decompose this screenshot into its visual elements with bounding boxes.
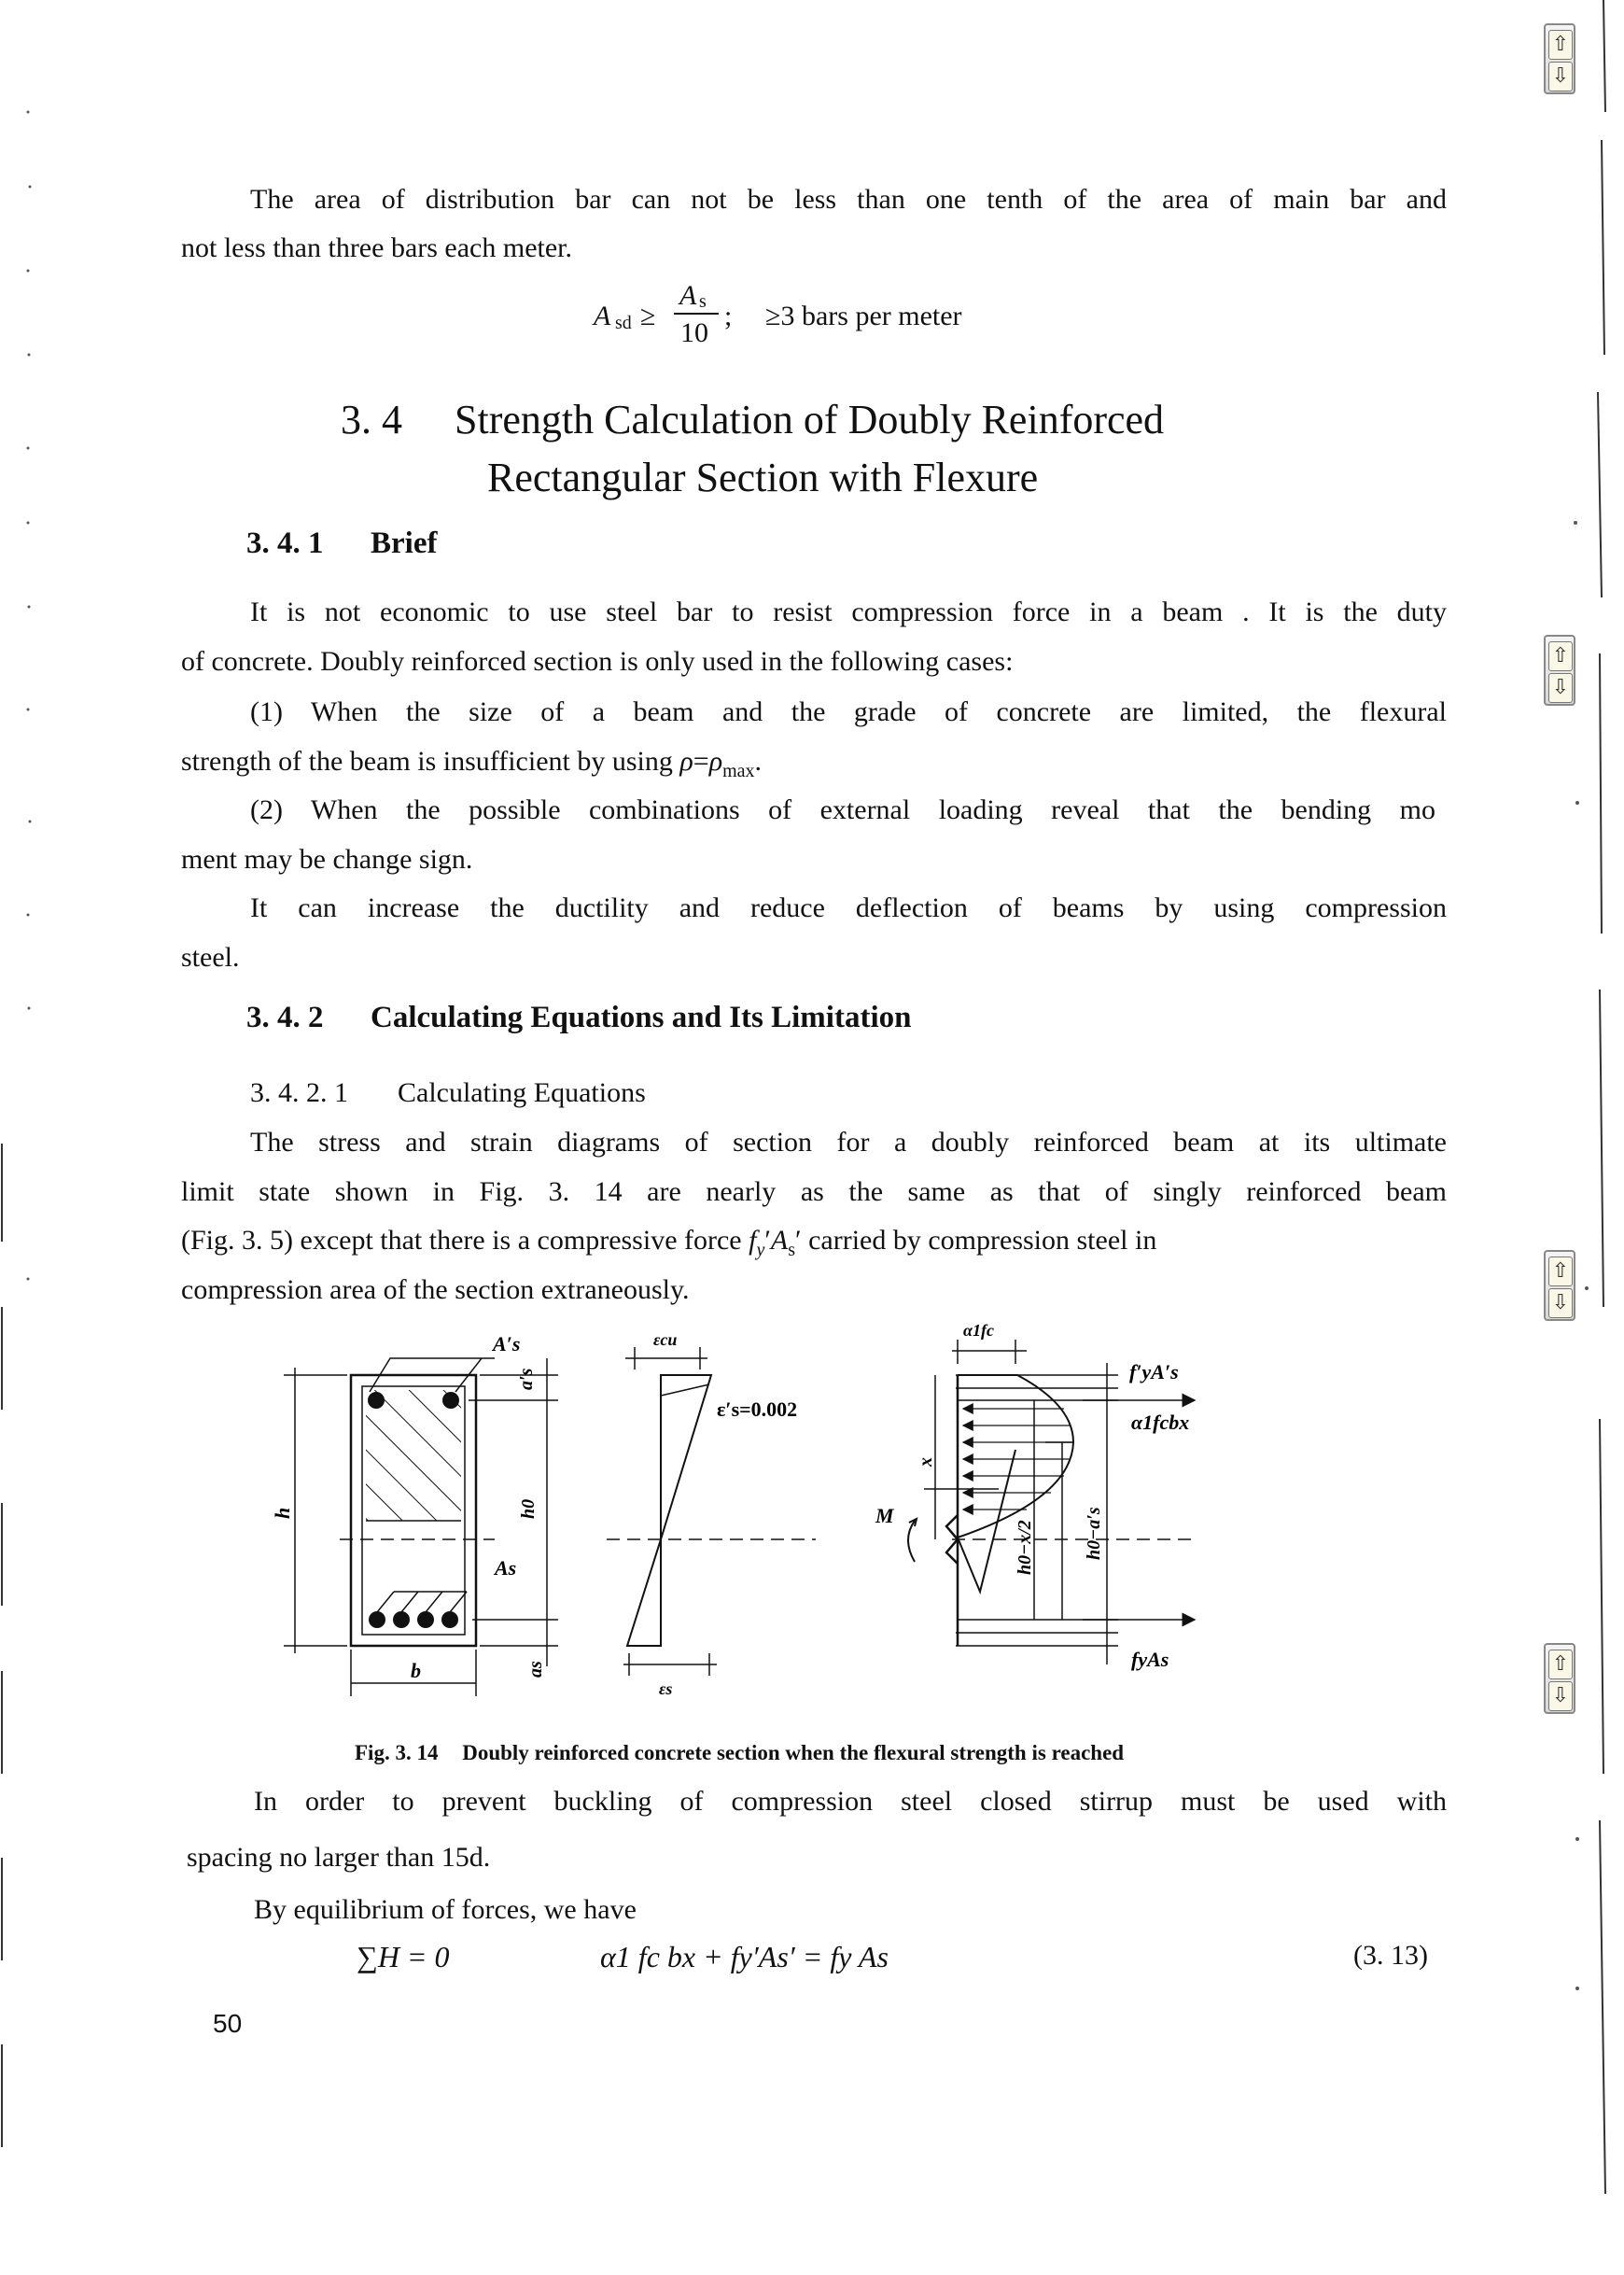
- formula-rhs: ≥3 bars per meter: [765, 301, 962, 331]
- figure-caption-text: Doubly reinforced concrete section when the flexural strength is reached: [462, 1741, 1125, 1764]
- scroll-down-icon[interactable]: ⇩: [1548, 1681, 1573, 1711]
- tension-bar: [417, 1611, 434, 1628]
- label-moment: M: [875, 1504, 894, 1527]
- label-fy-as-prime: f′yA′s: [1129, 1360, 1179, 1383]
- scroll-up-icon[interactable]: ⇧: [1548, 1257, 1573, 1286]
- rho-symbol: ρ: [679, 746, 693, 777]
- cross-section: [340, 1375, 495, 1646]
- para-distribution-line1: The area of distribution bar can not be less than one tenth of the area of main bar and: [250, 184, 1447, 215]
- fy-f: f: [749, 1225, 757, 1256]
- label-as-prime-area: A′s: [493, 1332, 521, 1355]
- subsection-number-341: 3. 4. 1: [246, 527, 324, 560]
- buckling-line2: spacing no larger than 15d.: [187, 1842, 491, 1873]
- label-eps-prime: ε′s=0.002: [717, 1397, 798, 1421]
- tension-bars: [369, 1611, 458, 1628]
- fy-prime: ′: [764, 1225, 771, 1256]
- tension-bar: [393, 1611, 410, 1628]
- formula-op: ≥: [640, 301, 656, 331]
- scroll-down-icon[interactable]: ⇩: [1548, 673, 1573, 703]
- label-fy-as: fyAs: [1131, 1648, 1169, 1671]
- section-title-line1: Strength Calculation of Doubly Reinforced: [455, 397, 1165, 442]
- brief-case2-line1: (2) When the possible combinations of external loading reveal that the bending mo: [250, 794, 1435, 825]
- strain-diagram: [607, 1347, 816, 1676]
- label-h: h: [271, 1507, 294, 1519]
- section-break: [908, 1515, 958, 1564]
- label-h0-as-prime: h0−a′s: [1084, 1507, 1104, 1560]
- brief-case1-text: strength of the beam is insufficient by using: [181, 746, 680, 777]
- equation-3-13-rhs: α1 fc bx + fy′As′ = fy As: [600, 1940, 889, 1973]
- formula-den: 10: [680, 317, 708, 348]
- label-x: x: [916, 1457, 936, 1467]
- equilibrium-line: By equilibrium of forces, we have: [254, 1894, 637, 1925]
- compression-zone-hatch: [366, 1390, 461, 1521]
- formula-num: A: [679, 280, 697, 311]
- brief-ductility-line1: It can increase the ductility and reduce deflection of beams by using compression: [250, 892, 1447, 923]
- scroll-up-icon[interactable]: ⇧: [1548, 1650, 1573, 1679]
- stress-diagram: [924, 1340, 1195, 1664]
- compression-bar: [368, 1392, 385, 1409]
- calc-line1: The stress and strain diagrams of section for a doubly reinforced beam at its ultimate: [250, 1127, 1447, 1158]
- brief-ductility-line2: steel.: [181, 942, 240, 973]
- calc-line4: compression area of the section extraneously.: [181, 1274, 690, 1305]
- subsection-number-342: 3. 4. 2: [246, 1001, 324, 1034]
- formula-num-sub: s: [699, 291, 707, 312]
- equals-sign: =: [693, 746, 709, 777]
- formula-sep: ;: [724, 301, 733, 331]
- figure-3-14: [261, 1312, 1381, 1713]
- label-as-area: As: [495, 1556, 517, 1580]
- formula-lhs: A: [594, 301, 611, 331]
- subsection-title-calc: Calculating Equations and Its Limitation: [371, 1001, 912, 1034]
- rho-max-sub: max: [722, 761, 755, 781]
- para-distribution-line2: not less than three bars each meter.: [181, 232, 573, 263]
- label-alpha-fcbx: α1fcbx: [1131, 1411, 1190, 1434]
- brief-line1: It is not economic to use steel bar to resist compression force in a beam . It is the duty: [250, 597, 1447, 627]
- label-ecu: εcu: [653, 1330, 678, 1349]
- label-b: b: [411, 1659, 421, 1682]
- figure-caption-prefix: Fig. 3. 14: [355, 1741, 439, 1764]
- label-h0-x2: h0−x/2: [1015, 1520, 1035, 1575]
- sum-h-equation: ∑H = 0: [357, 1940, 450, 1973]
- rho-max-symbol: ρ: [708, 746, 723, 777]
- label-alpha-fc: α1fc: [963, 1321, 994, 1340]
- subsubsection-number-3421: 3. 4. 2. 1: [250, 1077, 348, 1108]
- formula-lhs-sub: sd: [615, 313, 632, 333]
- buckling-line1: In order to prevent buckling of compression steel closed stirrup must be used with: [254, 1786, 1447, 1817]
- equation-number: (3. 13): [1353, 1940, 1428, 1971]
- label-es: εs: [659, 1679, 673, 1698]
- stress-block-arrows: [963, 1409, 1071, 1510]
- brief-case1-line1: (1) When the size of a beam and the grade of concrete are limited, the flexural: [250, 696, 1447, 727]
- subsubsection-title-equations: Calculating Equations: [398, 1077, 646, 1108]
- equation-3-13-lhs: [357, 1940, 450, 1974]
- scroll-up-icon[interactable]: ⇧: [1548, 30, 1573, 60]
- tension-bar: [369, 1611, 385, 1628]
- page-number: 50: [213, 2009, 243, 2038]
- section-number: 3. 4: [341, 397, 402, 442]
- figure-caption: [355, 1741, 1124, 1765]
- scroll-down-icon[interactable]: ⇩: [1548, 1288, 1573, 1318]
- formula-fraction-bar: [674, 313, 719, 315]
- as-prime: ′: [795, 1225, 802, 1256]
- calc-line3-a: (Fig. 3. 5) except that there is a compressive force: [181, 1225, 749, 1256]
- case1-period: .: [754, 746, 763, 777]
- scroll-up-icon[interactable]: ⇧: [1548, 641, 1573, 671]
- as-sub: s: [788, 1240, 796, 1260]
- brief-line2: of concrete. Doubly reinforced section is only used in the following cases:: [181, 646, 1014, 677]
- label-h0-section: h0: [518, 1498, 539, 1519]
- tension-bar: [441, 1611, 458, 1628]
- fy-sub: y: [756, 1240, 765, 1260]
- label-as-prime-cover: a′s: [516, 1368, 537, 1390]
- subsection-title-brief: Brief: [371, 527, 438, 560]
- calc-line3-b: carried by compression steel in: [801, 1225, 1157, 1256]
- brief-case2-line2: ment may be change sign.: [181, 844, 473, 875]
- compression-bar: [442, 1392, 459, 1409]
- as-a: A: [770, 1225, 789, 1256]
- scroll-down-icon[interactable]: ⇩: [1548, 62, 1573, 91]
- section-title-line2: Rectangular Section with Flexure: [487, 455, 1039, 500]
- calc-line2: limit state shown in Fig. 3. 14 are nearly as the same as that of singly reinforced beam: [181, 1176, 1447, 1207]
- label-as-cover: as: [525, 1661, 546, 1678]
